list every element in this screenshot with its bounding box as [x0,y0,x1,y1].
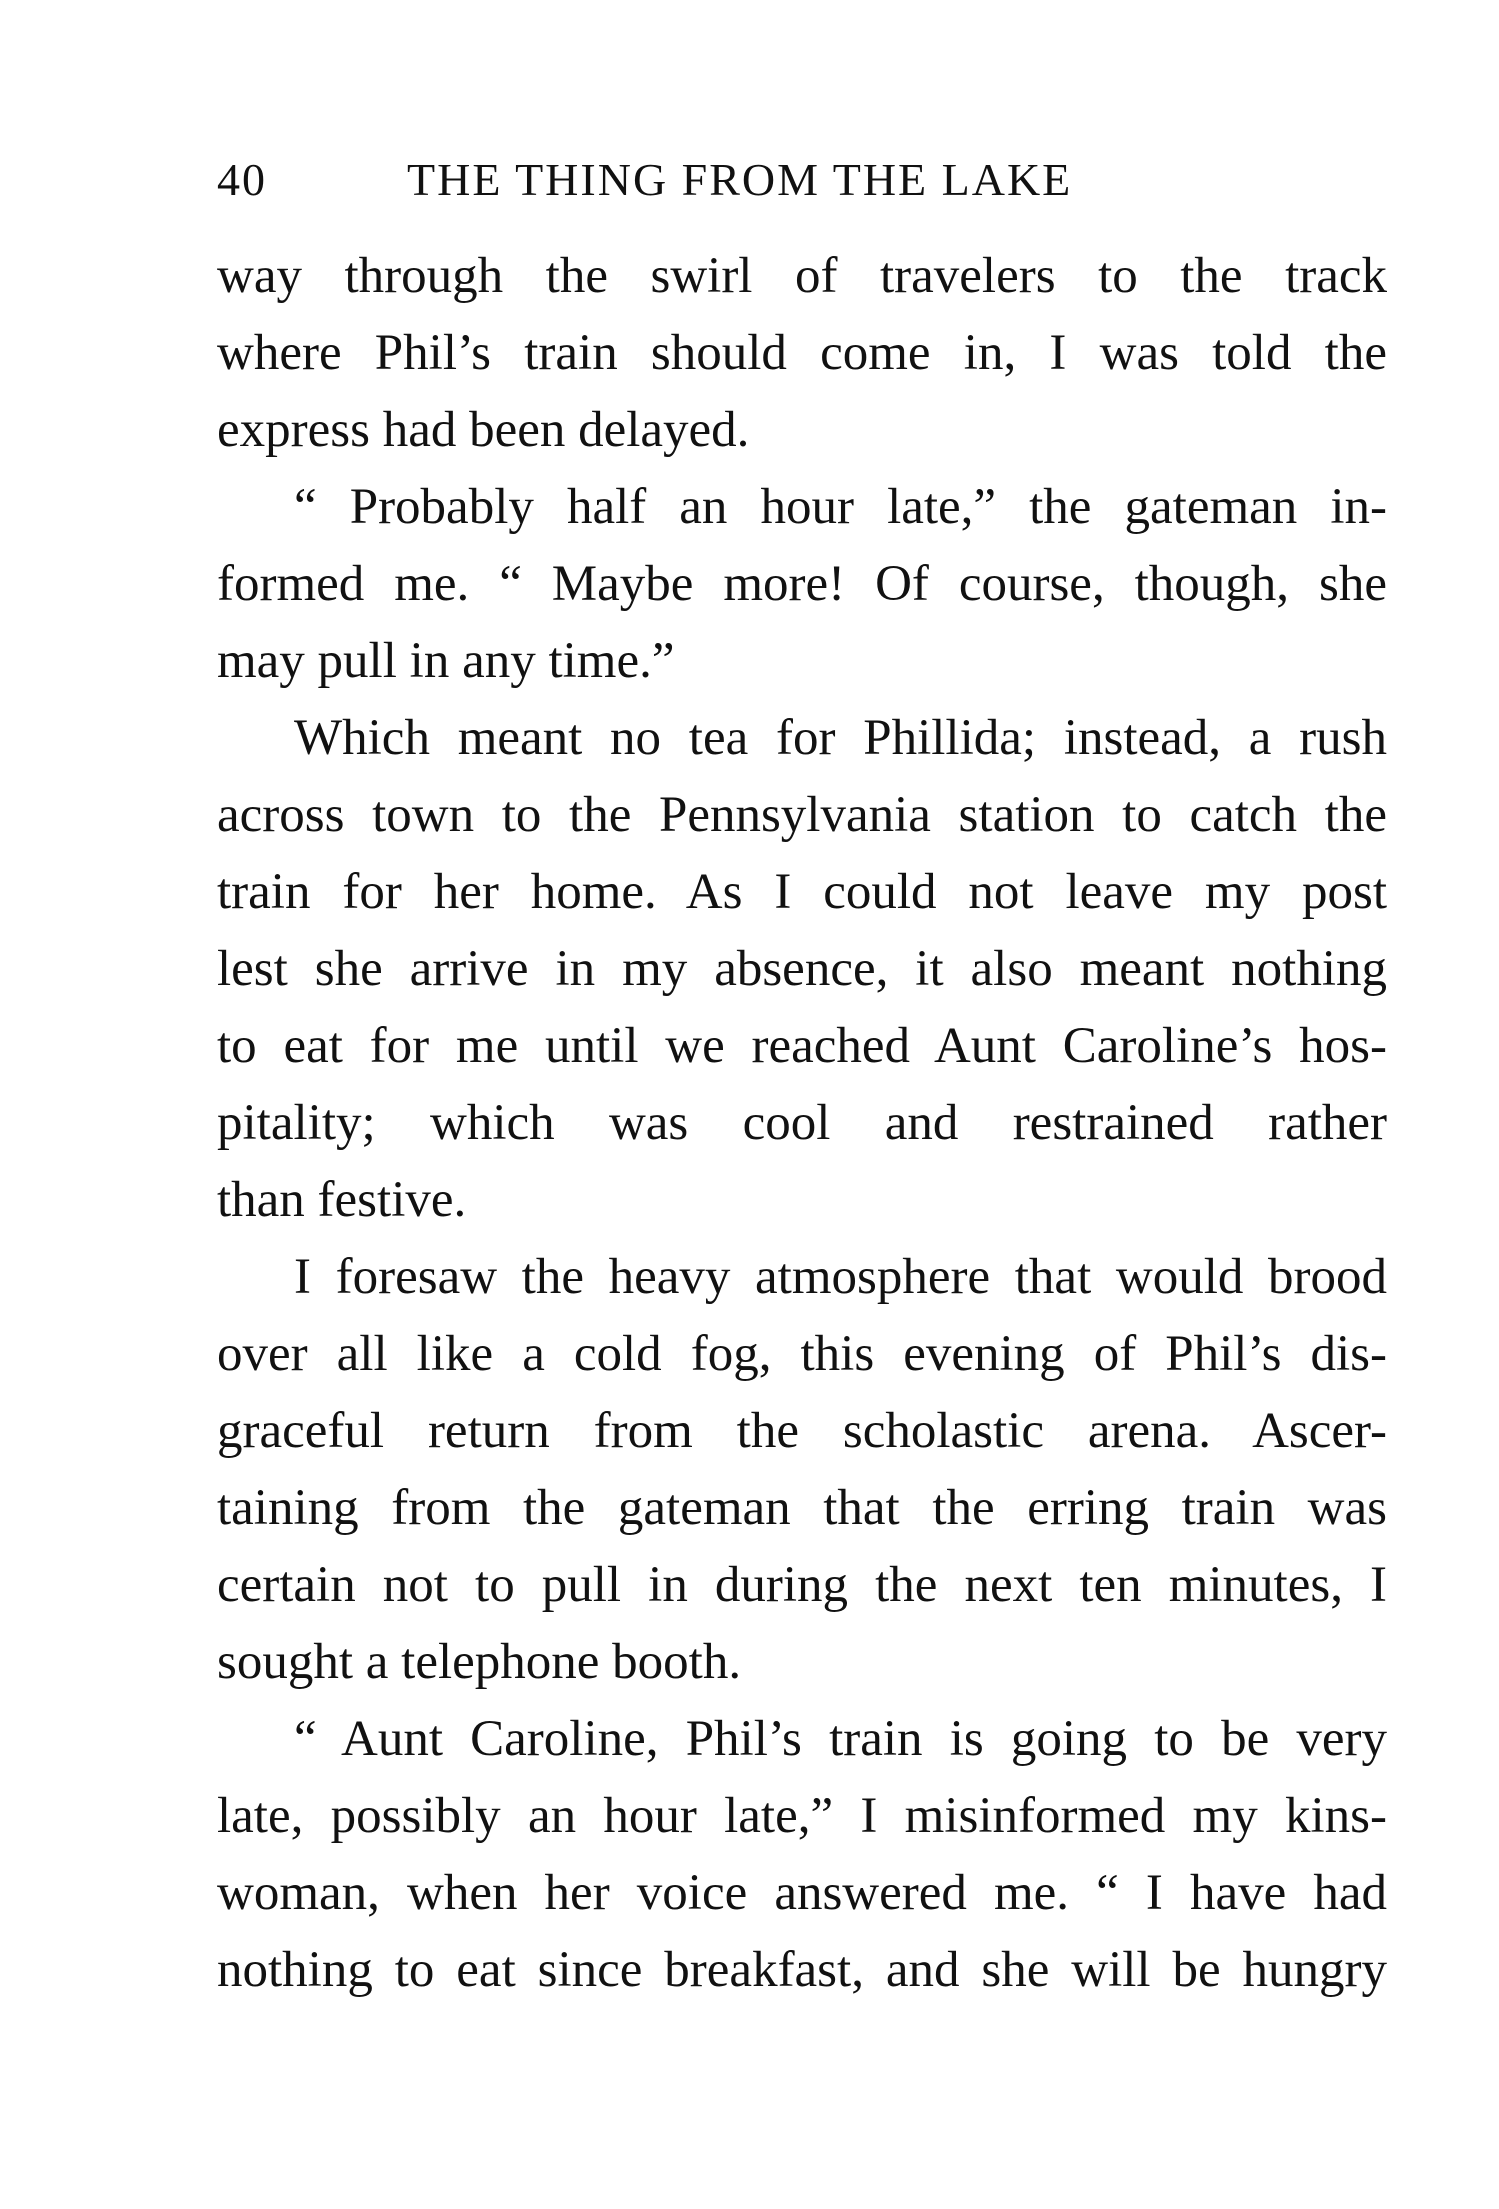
text-line: way through the swirl of travelers to the track [217,248,1387,304]
text-line: late, possibly an hour late,” I misinformed my kins- [217,1788,1387,1844]
text-line: where Phil’s train should come in, I was told the [217,325,1387,381]
page-number: 40 [217,154,267,205]
text-line: “ Probably half an hour late,” the gateman in- [294,479,1387,535]
text-line: lest she arrive in my absence, it also meant nothing [217,941,1387,997]
running-title: THE THING FROM THE LAKE [407,154,1073,205]
text-line: than festive. [217,1172,467,1228]
text-line: “ Aunt Caroline, Phil’s train is going to be very [294,1711,1387,1767]
body-text [217,238,1387,2009]
text-line: sought a telephone booth. [217,1634,742,1690]
text-line: graceful return from the scholastic arena. Ascer- [217,1403,1387,1459]
text-line: certain not to pull in during the next ten minutes, I [217,1557,1387,1613]
text-line: express had been delayed. [217,402,750,458]
text-line: I foresaw the heavy atmosphere that would brood [294,1249,1387,1305]
text-line: formed me. “ Maybe more! Of course, though, she [217,556,1387,612]
text-line: train for her home. As I could not leave my post [217,864,1387,920]
text-line: over all like a cold fog, this evening of Phil’s dis- [217,1326,1387,1382]
running-head [217,150,1387,210]
text-line: pitality; which was cool and restrained rather [217,1095,1387,1151]
text-line: may pull in any time.” [217,633,675,689]
text-line: woman, when her voice answered me. “ I have had [217,1865,1387,1921]
text-line: Which meant no tea for Phillida; instead, a rush [294,710,1387,766]
text-line: taining from the gateman that the erring train was [217,1480,1387,1536]
text-line: to eat for me until we reached Aunt Caroline’s hos- [217,1018,1387,1074]
text-line: nothing to eat since breakfast, and she will be hungry [217,1942,1387,1998]
text-line: across town to the Pennsylvania station to catch the [217,787,1387,843]
